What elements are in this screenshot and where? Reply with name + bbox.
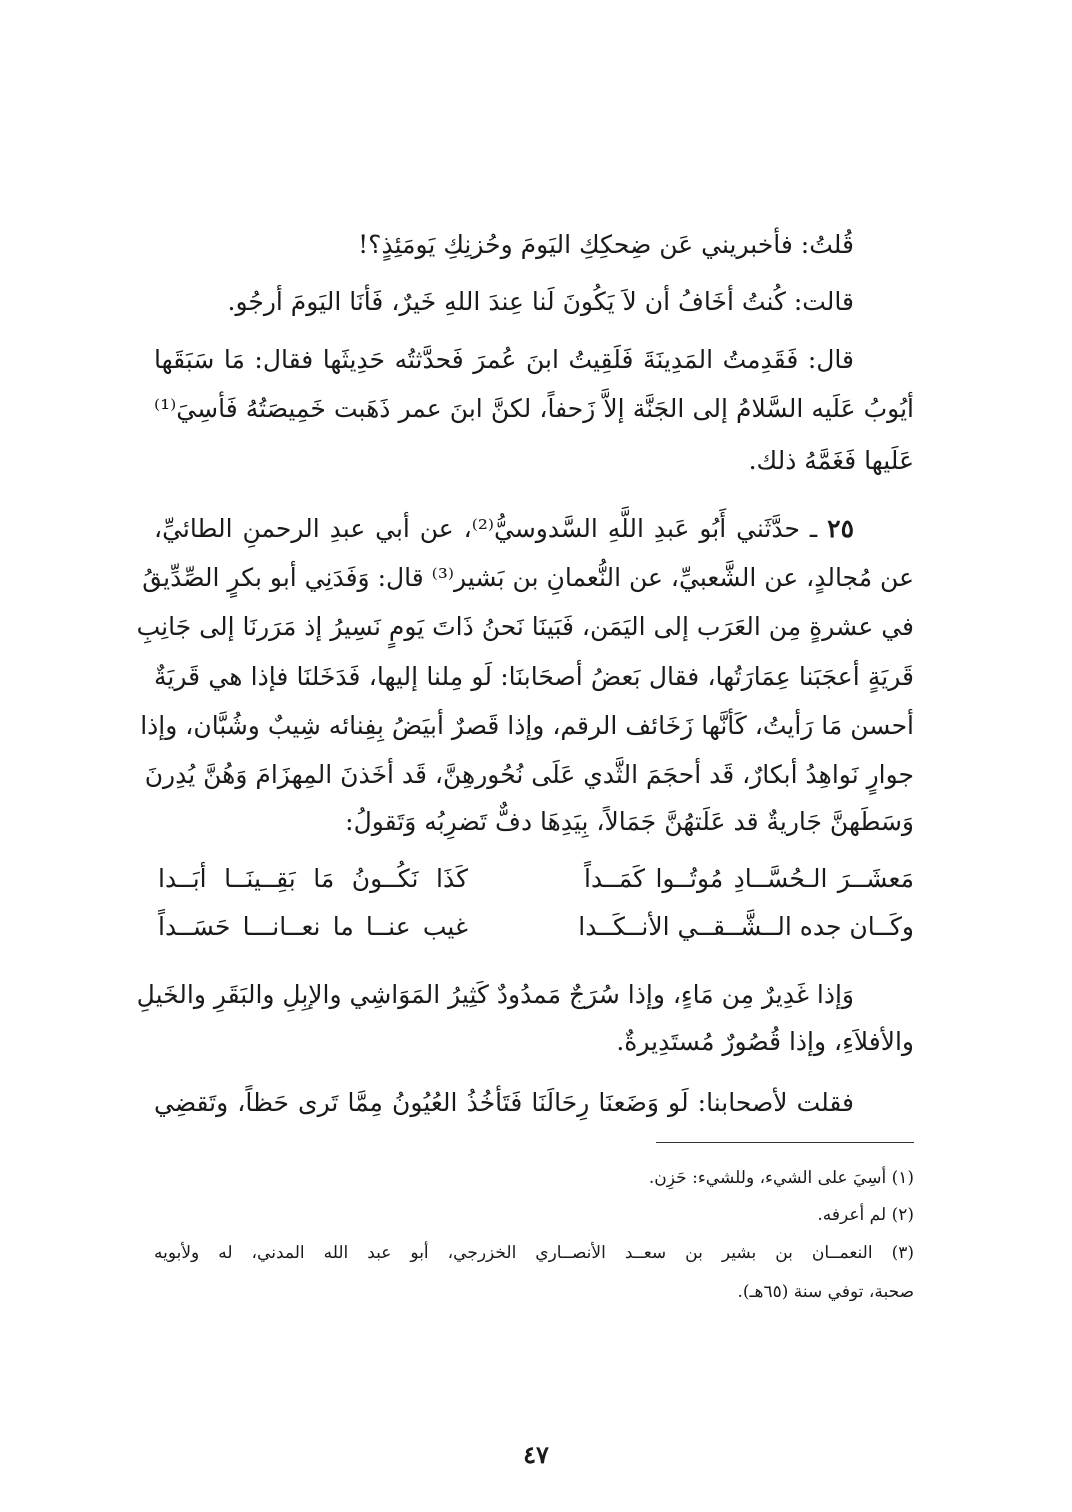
paragraph-answer: قالت: كُنتُ أخَافُ أن لاَ يَكُونَ لَنا عِندَ اللهِ خَيرٌ، فَأنَا اليَومَ أرجُو. (227, 287, 854, 316)
footnote-separator (656, 1142, 914, 1143)
poem-verse-2-second-hemistich: غيب عنــا ما نعــانـــا حَسَــداً (158, 912, 468, 941)
hadith-line-2: عن مُجالدٍ، عن الشَّعبيِّ، عن النُّعمانِ بن بَشير⁽³⁾ قال: وَفَدَنِي أبو بكرٍ الصِّدِّيقُ (142, 563, 914, 592)
hadith-line-6: جوارٍ نَواهِدُ أبكارٌ، قَد أحجَمَ الثَّدي عَلَى نُحُورهِنَّ، قَد أخَذنَ المِهزَامَ وَهُنَّ يُدِرنَ (144, 760, 914, 789)
hadith-line-5: أحسن مَا رَأيتُ، كَأنَّها زَخَائف الرقم، وإذا قَصرٌ أبيَضُ بِفِنائه شِيبٌ وشُبَّان، وإذا (140, 711, 914, 740)
footnote-3: (٣) النعمــان بن بشير بن سعــد الأنصــاري الخزرجي، أبو عبد الله المدني، له ولأبويه (154, 1243, 914, 1263)
footnote-2: (٢) لم أعرفه. (817, 1205, 914, 1225)
paragraph-narration-line-2: أيُوبُ عَلَيه السَّلامُ إلى الجَنَّة إلاَّ زَحفاً، لكنَّ ابنَ عمر ذَهَبت خَمِيصَتُهُ فَأسِيَ⁽¹⁾ (154, 394, 914, 423)
footnote-1: (١) أسِيَ على الشيء، وللشيء: حَزِن. (648, 1168, 914, 1188)
poem-verse-2-first-hemistich: وكَــان جده الــشَّــقــي الأنــكَــدا (578, 912, 914, 941)
hadith-line-1 (154, 512, 854, 546)
poem-verse-1-second-hemistich: كَذَا نَكُــونُ مَا بَقِــينَــا أبَــدا (158, 864, 468, 893)
paragraph-question: قُلتُ: فأخبريني عَن ضِحكِكِ اليَومَ وحُزنِكِ يَومَئِذٍ؟! (358, 230, 854, 259)
hadith-number: ٢٥ (827, 514, 854, 543)
paragraph-narration-line-3: عَلَيها فَغَمَّهُ ذلك. (748, 446, 914, 475)
poem-verse-1-first-hemistich: مَعشَــرَ الـحُسَّــادِ مُوتُــوا كَمَــداً (584, 864, 914, 893)
paragraph-narration-line-1: قال: فَقَدِمتُ المَدِينَةَ فَلَقِيتُ ابنَ عُمرَ فَحدَّثتُه حَدِيثَها فقال: مَا سَبَقَها (154, 345, 854, 374)
hadith-line-1-text: ـ حدَّثَني أَبُو عَبدِ اللَّهِ السَّدوسيُّ⁽²⁾، عن أبي عبدِ الرحمنِ الطائيِّ، (154, 514, 818, 543)
paragraph-description-line-1: وَإذا غَدِيرٌ مِن مَاءٍ، وإذا سُرَجٌ مَمدُودٌ كَثِيرُ المَوَاشِي والإبِلِ والبَقَرِ والخَيلِ (136, 980, 854, 1009)
hadith-line-7: وَسَطَهنَّ جَاريةٌ قد عَلَتهُنَّ جَمَالاً، بِيَدِهَا دفٌّ تَضرِبُه وَتَقولُ: (345, 807, 914, 836)
hadith-line-4: قَريَةٍ أعجَبَنا عِمَارَتُها، فقال بَعضُ أصحَابنَا: لَو مِلنا إليها، فَدَخَلنَا فإذا هي قَريَةٌ (154, 662, 914, 691)
footnote-3-continued: صحبة، توفي سنة (٦٥هـ). (737, 1282, 914, 1302)
paragraph-description-line-2: والأفلاَءِ، وإذا قُصُورٌ مُستَدِيرةٌ. (616, 1027, 914, 1056)
hadith-line-3: في عشرةٍ مِن العَرَب إلى اليَمَن، فَبَينَا نَحنُ ذَاتَ يَومٍ نَسِيرُ إذ مَرَرنَا إلى جَانِبِ (136, 612, 914, 641)
page-number: ٤٧ (523, 1440, 549, 1469)
paragraph-closing-line: فقلت لأصحابنا: لَو وَضَعنَا رِحَالَنَا فَتَأخُذُ العُيُونُ مِمَّا تَرى حَظاً، وتَقضِي (154, 1088, 854, 1117)
